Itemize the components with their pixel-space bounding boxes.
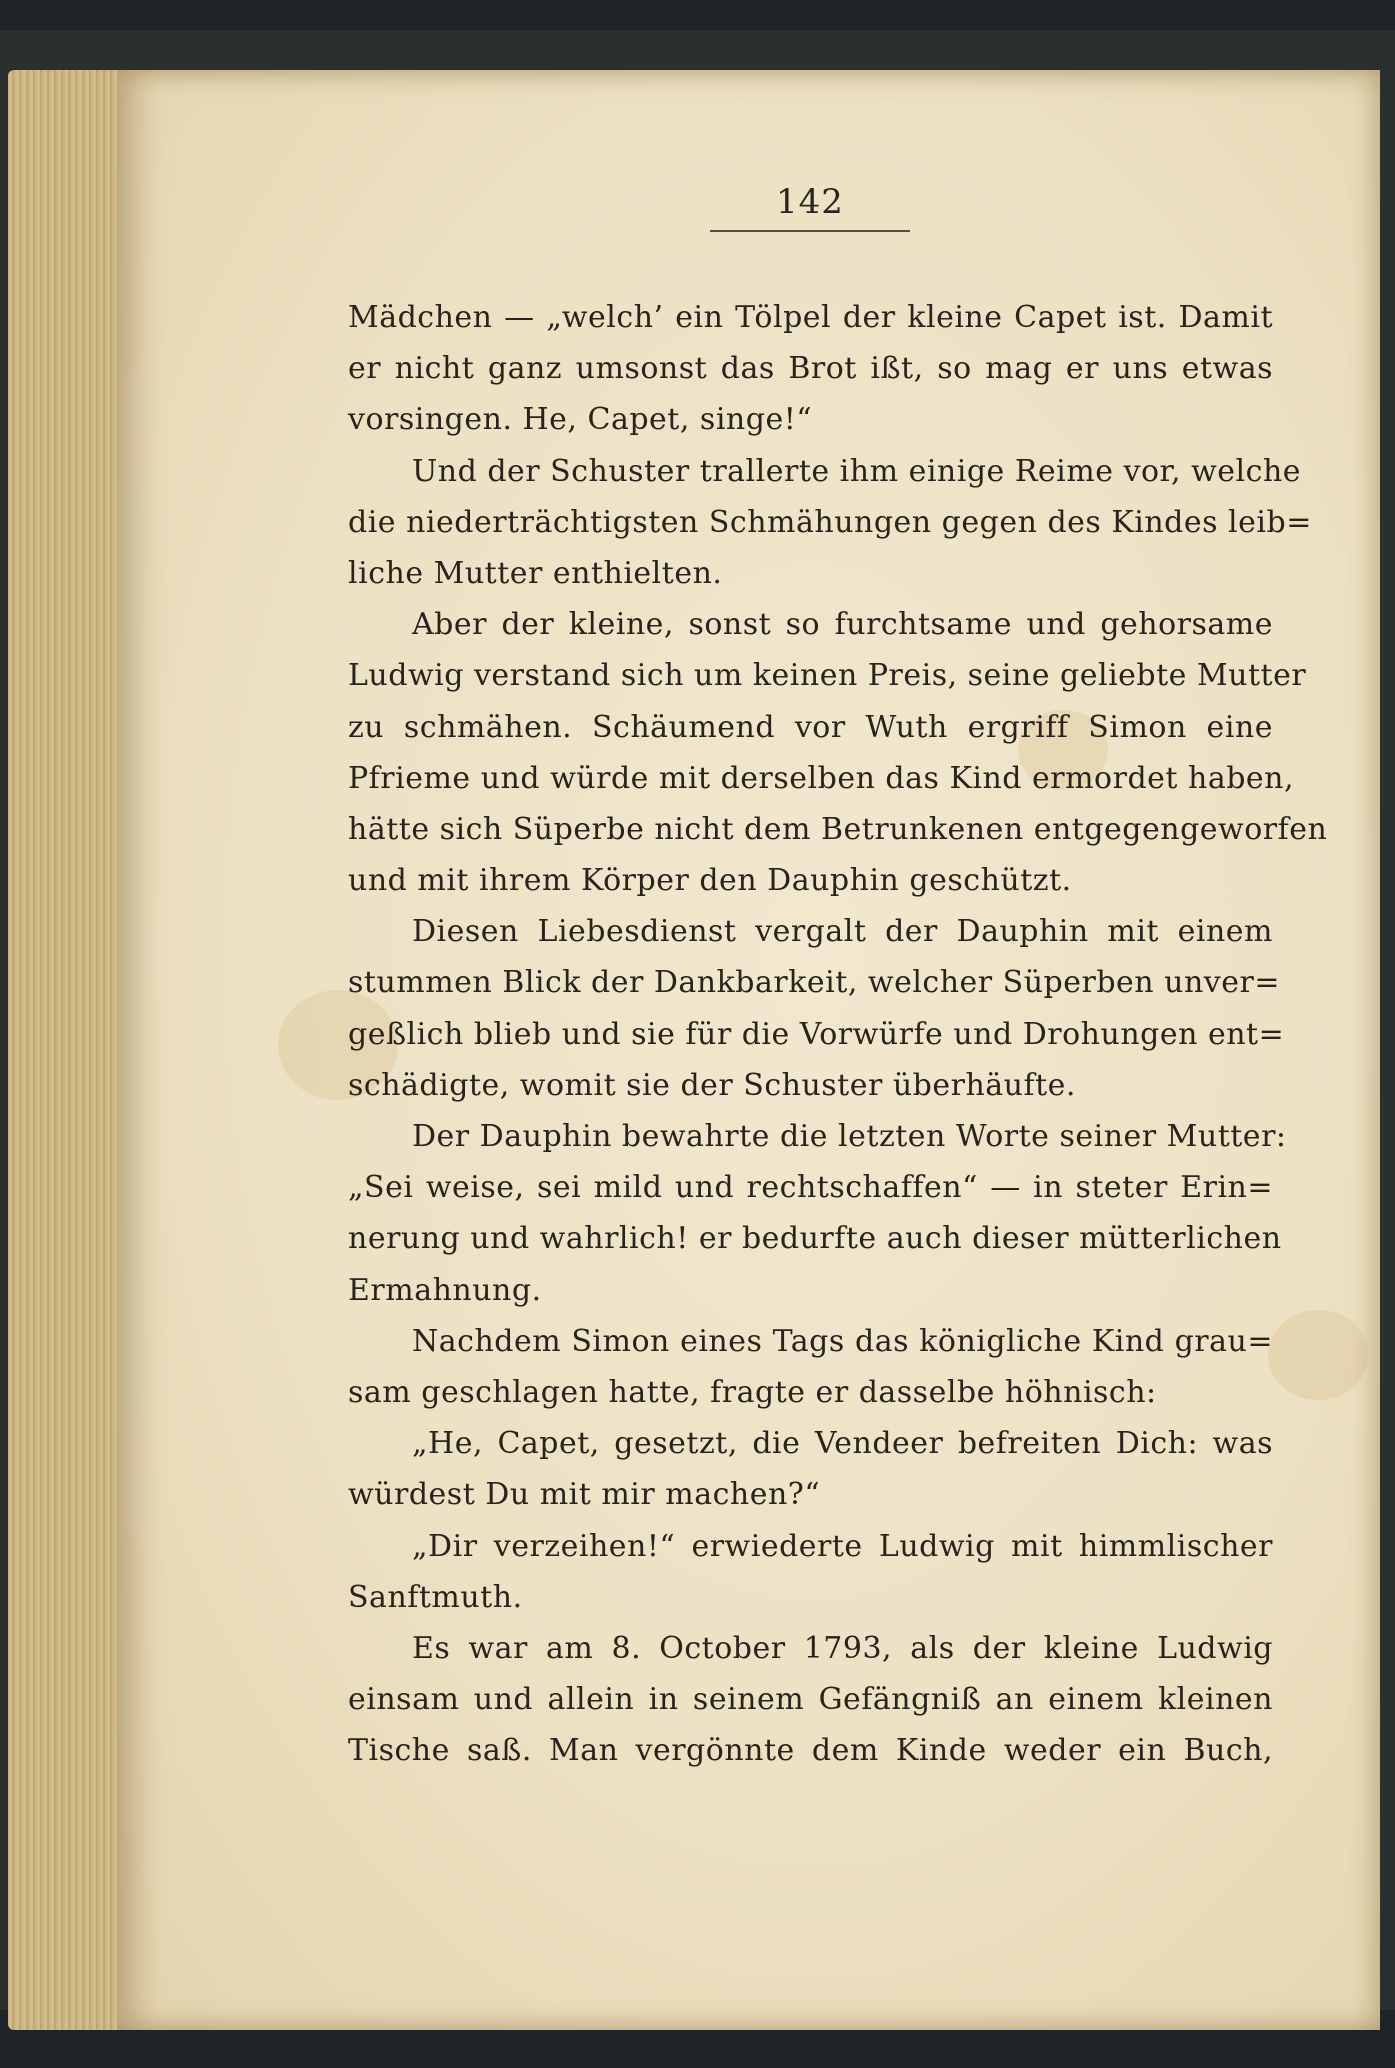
text-line: Pfrieme und würde mit derselben das Kind ermordet haben, [348, 760, 1295, 796]
text-line: vorsingen. He, Capet, singe!“ [348, 402, 813, 438]
text-line: einsam und allein in seinem Gefängniß an einem kleinen [348, 1682, 1273, 1718]
text-line: hätte sich Süperbe nicht dem Betrunkenen entgegengeworfen [348, 811, 1328, 847]
body-text [348, 292, 1328, 1776]
text-line: würdest Du mit mir machen?“ [348, 1477, 821, 1513]
page-edges [8, 70, 128, 2030]
text-line: nerung und wahrlich! er bedurfte auch dieser mütterlichen [348, 1221, 1282, 1257]
text-line: Der Dauphin bewahrte die letzten Worte seiner Mutter: [412, 1119, 1287, 1154]
text-line: Nachdem Simon eines Tags das königliche Kind grau= [412, 1323, 1273, 1359]
text-line: „Sei weise, sei mild und rechtschaffen“ — in steter Erin= [348, 1170, 1273, 1206]
text-line: schädigte, womit sie der Schuster überhäufte. [348, 1067, 1076, 1103]
text-line: und mit ihrem Körper den Dauphin geschützt. [348, 863, 1072, 899]
text-line: Und der Schuster trallerte ihm einige Reime vor, welche [412, 453, 1302, 489]
text-line: Diesen Liebesdienst vergalt der Dauphin mit einem [412, 914, 1273, 950]
page-header [710, 182, 910, 232]
text-line: Tische saß. Man vergönnte dem Kinde weder ein Buch, [348, 1733, 1273, 1769]
text-line: Aber der kleine, sonst so furchtsame und gehorsame [412, 607, 1273, 643]
text-line: „He, Capet, gesetzt, die Vendeer befreiten Dich: was [412, 1426, 1273, 1462]
text-line: geßlich blieb und sie für die Vorwürfe und Drohungen ent= [348, 1016, 1285, 1052]
text-line: Ludwig verstand sich um keinen Preis, seine geliebte Mutter [348, 658, 1307, 694]
header-rule [710, 230, 910, 232]
text-line: „Dir verzeihen!“ erwiederte Ludwig mit himmlischer [412, 1528, 1273, 1564]
text-line: Mädchen — „welch’ ein Tölpel der kleine Capet ist. Damit [348, 300, 1273, 335]
text-line: sam geschlagen hatte, fragte er dasselbe höhnisch: [348, 1374, 1157, 1410]
paper-stain [1268, 1310, 1368, 1400]
text-line: Es war am 8. October 1793, als der kleine Ludwig [412, 1630, 1273, 1666]
text-line: stummen Blick der Dankbarkeit, welcher Süperben unver= [348, 965, 1280, 1001]
text-line: Ermahnung. [348, 1272, 542, 1308]
text-line: zu schmähen. Schäumend vor Wuth ergriff Simon eine [348, 709, 1273, 745]
text-line: er nicht ganz umsonst das Brot ißt, so mag er uns etwas [348, 351, 1273, 387]
text-line: Sanftmuth. [348, 1579, 523, 1615]
page-number: 142 [776, 182, 844, 222]
text-line: die niederträchtigsten Schmähungen gegen des Kindes leib= [348, 504, 1312, 540]
text-line: liche Mutter enthielten. [348, 555, 723, 591]
